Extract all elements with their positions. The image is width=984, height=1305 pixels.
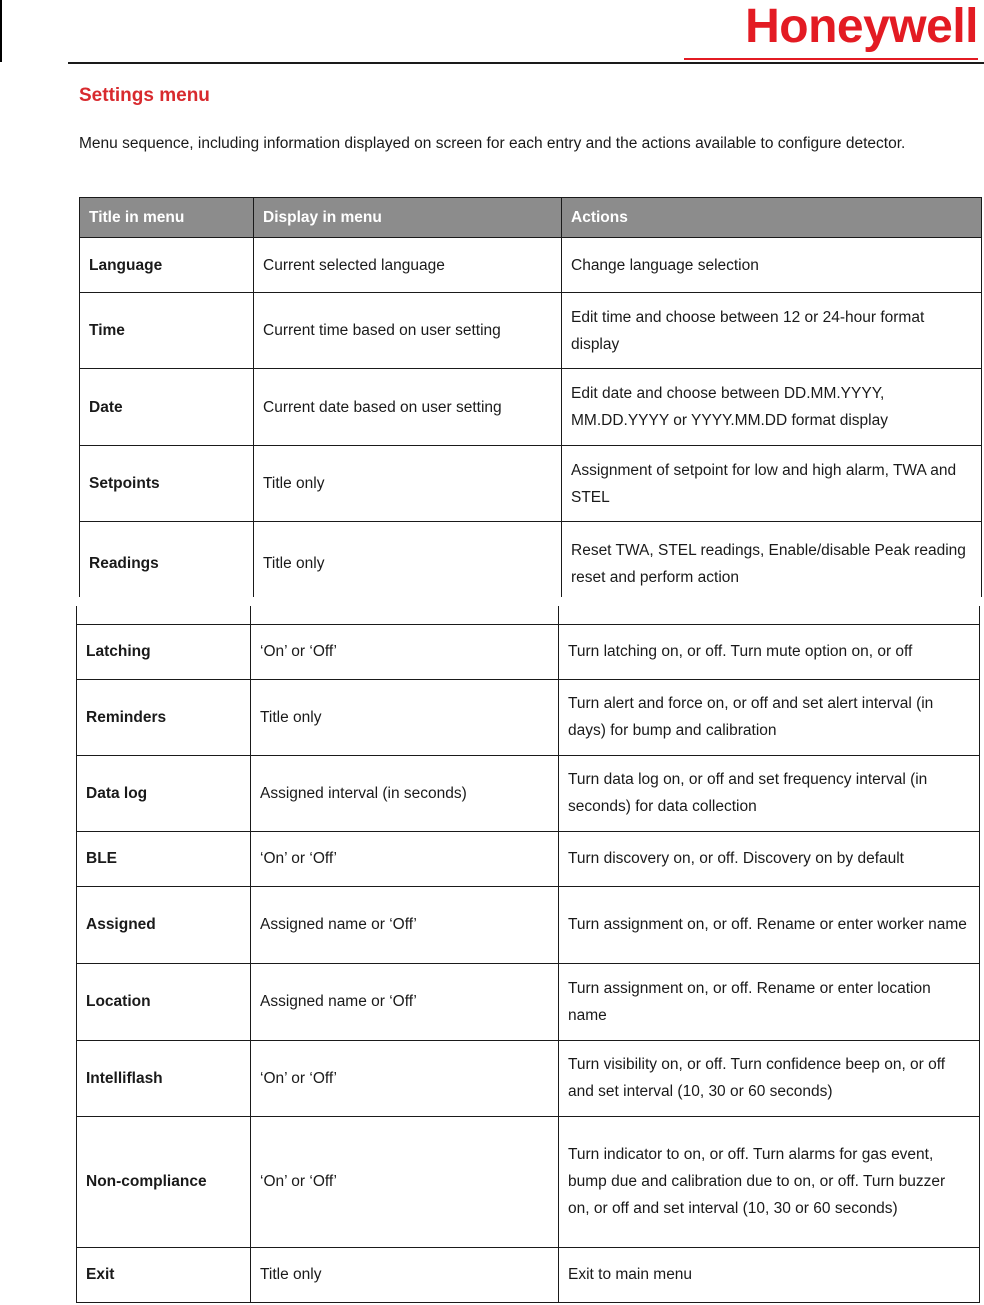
page-margin-mark <box>0 0 2 62</box>
row-display: Assigned name or ‘Off’ <box>251 886 559 963</box>
row-title: Location <box>77 963 251 1040</box>
row-display: Title only <box>254 522 562 606</box>
row-actions: Exit to main menu <box>559 1247 980 1302</box>
table-row <box>77 886 980 963</box>
row-actions: Change language selection <box>562 238 982 293</box>
row-actions: Assignment of setpoint for low and high alarm, TWA and STEL <box>562 446 982 522</box>
table-row <box>80 293 982 369</box>
row-actions: Turn indicator to on, or off. Turn alarms for gas event, bump due and calibration due to on, or off. Turn buzzer on, or off and set interval (10, 30 or 60 seconds) <box>559 1116 980 1247</box>
header-divider <box>68 62 984 64</box>
intro-paragraph: Menu sequence, including information displayed on screen for each entry and the actions available to configure detector. <box>79 135 906 152</box>
table-row <box>80 522 982 606</box>
row-display: Current selected language <box>254 238 562 293</box>
row-actions: Edit time and choose between 12 or 24-hour format display <box>562 293 982 369</box>
row-display: Assigned name or ‘Off’ <box>251 963 559 1040</box>
table-row <box>80 446 982 522</box>
row-title: BLE <box>77 831 251 886</box>
table-row <box>77 624 980 679</box>
row-title: Setpoints <box>80 446 254 522</box>
row-actions: Edit date and choose between DD.MM.YYYY, MM.DD.YYYY or YYYY.MM.DD format display <box>562 369 982 446</box>
table-row <box>77 1247 980 1302</box>
row-actions: Turn assignment on, or off. Rename or enter location name <box>559 963 980 1040</box>
row-title: Language <box>80 238 254 293</box>
row-title: Data log <box>77 755 251 831</box>
row-display: Title only <box>251 1247 559 1302</box>
settings-table-part-1 <box>79 197 982 606</box>
row-display: Current date based on user setting <box>254 369 562 446</box>
row-actions: Turn visibility on, or off. Turn confidence beep on, or off and set interval (10, 30 or 60 seconds) <box>559 1040 980 1116</box>
row-display: Current time based on user setting <box>254 293 562 369</box>
row-display: Title only <box>254 446 562 522</box>
row-actions: Reset TWA, STEL readings, Enable/disable Peak reading reset and perform action <box>562 522 982 606</box>
row-title: Latching <box>77 624 251 679</box>
table-row <box>80 369 982 446</box>
row-title: Exit <box>77 1247 251 1302</box>
row-display: ‘On’ or ‘Off’ <box>251 1040 559 1116</box>
row-title: Readings <box>80 522 254 606</box>
table-row <box>77 1116 980 1247</box>
table-row <box>77 755 980 831</box>
table-row <box>80 238 982 293</box>
logo-underline <box>684 58 978 60</box>
row-display: ‘On’ or ‘Off’ <box>251 831 559 886</box>
row-actions: Turn assignment on, or off. Rename or enter worker name <box>559 886 980 963</box>
row-display: Title only <box>251 679 559 755</box>
row-actions: Turn latching on, or off. Turn mute option on, or off <box>559 624 980 679</box>
table-row <box>77 679 980 755</box>
row-title: Non-compliance <box>77 1116 251 1247</box>
row-title: Reminders <box>77 679 251 755</box>
row-display: ‘On’ or ‘Off’ <box>251 624 559 679</box>
honeywell-logo: Honeywell <box>745 0 978 53</box>
row-title: Date <box>80 369 254 446</box>
page-break <box>0 597 984 606</box>
row-actions: Turn discovery on, or off. Discovery on by default <box>559 831 980 886</box>
header-title-in-menu: Title in menu <box>80 198 254 238</box>
row-title: Assigned <box>77 886 251 963</box>
table-spacer-row <box>77 606 980 624</box>
row-display: Assigned interval (in seconds) <box>251 755 559 831</box>
table-row <box>77 963 980 1040</box>
row-display: ‘On’ or ‘Off’ <box>251 1116 559 1247</box>
section-heading: Settings menu <box>79 85 210 106</box>
header-display-in-menu: Display in menu <box>254 198 562 238</box>
table-row <box>77 831 980 886</box>
settings-table-part-2 <box>76 606 980 1303</box>
header-actions: Actions <box>562 198 982 238</box>
row-title: Time <box>80 293 254 369</box>
row-title: Intelliflash <box>77 1040 251 1116</box>
row-actions: Turn data log on, or off and set frequency interval (in seconds) for data collection <box>559 755 980 831</box>
table-header-row <box>80 198 982 238</box>
row-actions: Turn alert and force on, or off and set alert interval (in days) for bump and calibration <box>559 679 980 755</box>
table-row <box>77 1040 980 1116</box>
